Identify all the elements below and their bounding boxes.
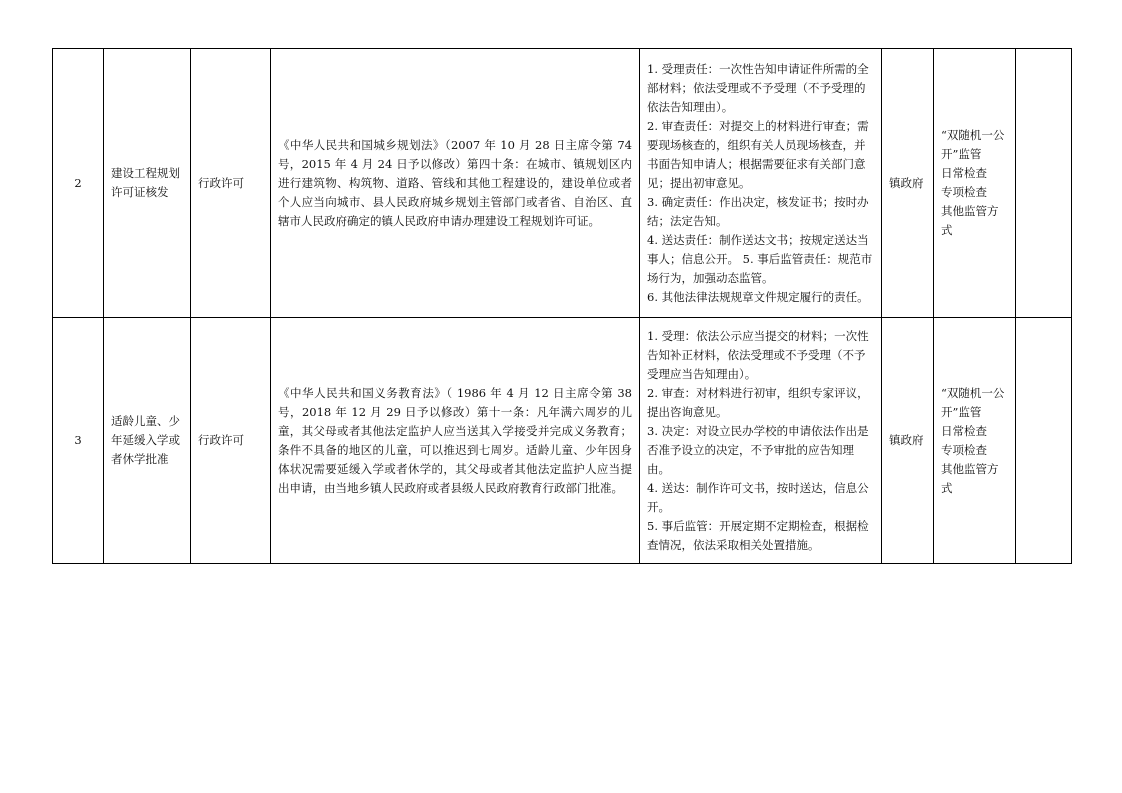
method-item: “双随机一公开”监管 [941,128,1005,161]
legal-basis: 《中华人民共和国义务教育法》（ 1986 年 4 月 12 日主席令第 38 号，2018 年 12 月 29 日予以修改）第十一条：凡年满六周岁的儿童，其父母或者其他法定监护人应当送其入学接受并完成义务教育；条件不具备的地区的儿童，可以推迟到七周岁。适龄儿童、少年因身体状况需要延缓入学或者休学的，其父母或者其他法定监护人应当提出申请，由当地乡镇人民政府或者县级人民政府教育行政部门批准。 [271,318,640,564]
responsible-subject: 镇政府 [882,49,934,318]
method-item: 其他监管方式 [941,204,999,237]
responsibility-item: 1. 受理：依法公示应当提交的材料；一次性告知补正材料，依法受理或不予受理（不予受理应当告知理由）。 [647,328,869,381]
item-type: 行政许可 [191,49,271,318]
method-item: 日常检查 [941,423,987,438]
responsible-subject: 镇政府 [882,318,934,564]
table-row [53,318,1072,564]
item-type: 行政许可 [191,318,271,564]
table-row [53,49,1072,318]
method-item: “双随机一公开”监管 [941,385,1005,419]
responsibility-item: 2. 审查：对材料进行初审，组织专家评议，提出咨询意见。 [647,385,869,419]
power-list-table [52,48,1072,564]
responsibility-item: 2. 审查责任：对提交上的材料进行审查；需要现场核查的，组织有关人员现场核查，并书面告知申请人；根据需要征求有关部门意见；提出初审意见。 [647,118,869,190]
responsibility-list [640,318,882,564]
remarks-cell [1016,318,1072,564]
responsibility-item: 3. 确定责任：作出决定，核发证书；按时办结；法定告知。 [647,194,869,228]
method-item: 专项检查 [941,185,987,199]
supervision-methods [934,318,1016,564]
remarks-cell [1016,49,1072,318]
method-item: 日常检查 [941,166,987,180]
responsibility-item: 5. 事后监管：开展定期不定期检查，根据检查情况，依法采取相关处置措施。 [647,518,869,552]
responsibility-item: 1. 受理责任：一次性告知申请证件所需的全部材料；依法受理或不予受理（不予受理的依法告知理由）。 [647,61,869,114]
item-name: 建设工程规划许可证核发 [104,49,191,318]
responsibility-item: 4. 送达责任：制作送达文书；按规定送达当事人；信息公开。 5. 事后监管责任：规范市场行为，加强动态监管。 [647,232,873,285]
supervision-methods [934,49,1016,318]
row-number: 3 [53,318,104,564]
responsibility-item: 3. 决定：对设立民办学校的申请依法作出是否准予设立的决定，不予审批的应告知理由。 [647,423,869,476]
responsibility-item: 4. 送达：制作许可文书，按时送达，信息公开。 [647,480,869,514]
method-item: 专项检查 [941,442,987,457]
responsibility-list [640,49,882,318]
item-name: 适龄儿童、少年延缓入学或者休学批准 [104,318,191,564]
legal-basis: 《中华人民共和国城乡规划法》（2007 年 10 月 28 日主席令第 74 号，2015 年 4 月 24 日予以修改）第四十条：在城市、镇规划区内进行建筑物、构筑物、道路、管线和其他工程建设的，建设单位或者个人应当向城市、县人民政府城乡规划主管部门或者省、自治区、直辖市人民政府确定的镇人民政府申请办理建设工程规划许可证。 [271,49,640,318]
row-number: 2 [53,49,104,318]
method-item: 其他监管方式 [941,461,999,495]
responsibility-item: 6. 其他法律法规规章文件规定履行的责任。 [647,289,869,304]
